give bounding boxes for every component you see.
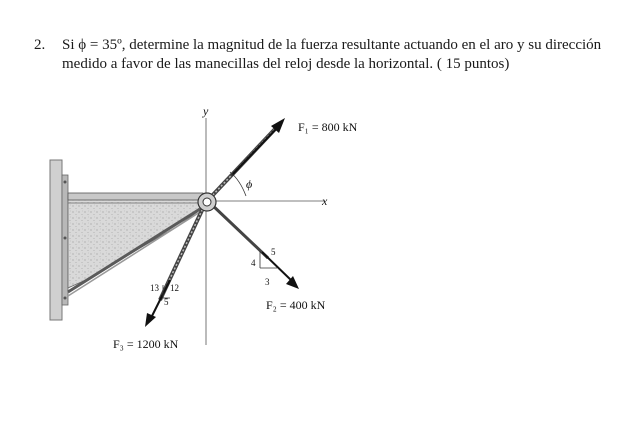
- problem-text: Si ϕ = 35º, determine la magnitud de la fuerza resultante actuando en el aro y su dirección medido a favor de las manecillas del reloj desde la horizontal. ( 15 puntos): [62, 37, 602, 72]
- f3-slope-vert: 12: [170, 283, 179, 293]
- f3-slope-horiz: 5: [164, 297, 169, 307]
- problem-number: 2.: [34, 37, 46, 53]
- wall-support: [50, 160, 68, 320]
- f3-label: F₃ = 1200 kN: [113, 337, 179, 351]
- bracket: [68, 193, 203, 296]
- x-axis-label: x: [322, 194, 328, 208]
- f2-slope-vert: 4: [251, 258, 256, 268]
- y-axis-label: y: [203, 104, 209, 118]
- f3-arrowhead: [145, 313, 156, 327]
- f3-slope-hyp: 13: [150, 283, 159, 293]
- f2-slope-hyp: 5: [271, 247, 276, 257]
- ring: [198, 193, 216, 211]
- force-f2: [210, 203, 299, 289]
- phi-label: ϕ: [246, 177, 253, 191]
- f1-label: F₁ = 800 kN: [298, 120, 358, 134]
- f2-slope-horiz: 3: [265, 277, 270, 287]
- f2-label: F₂ = 400 kN: [266, 298, 326, 312]
